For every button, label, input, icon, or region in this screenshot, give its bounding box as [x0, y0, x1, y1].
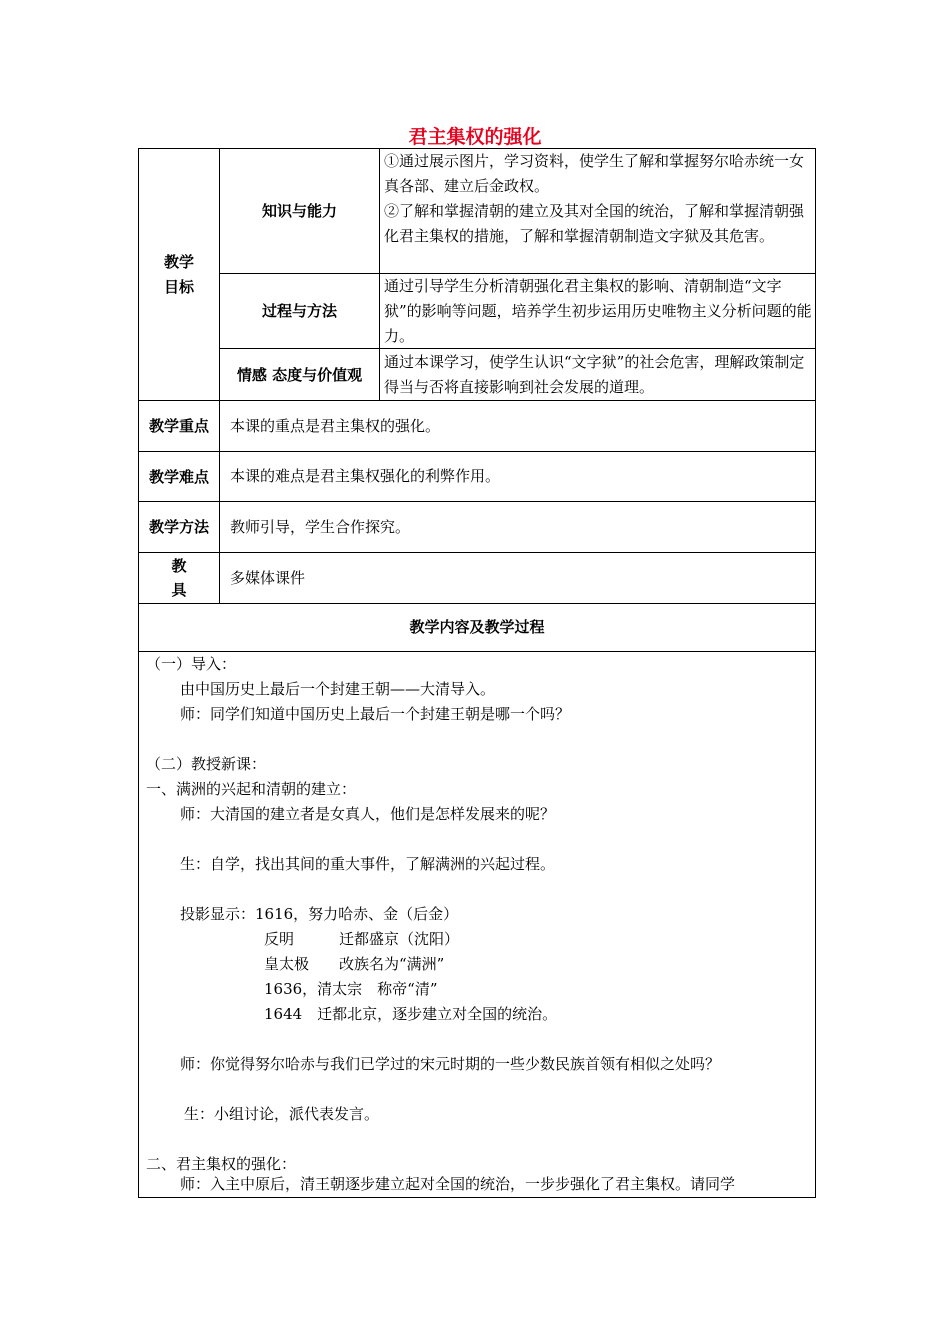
teaching-method-text: 教师引导，学生合作探究。: [230, 518, 411, 536]
teaching-method-label: 教学方法: [148, 518, 209, 536]
text-line: 由中国历史上最后一个封建王朝——大清导入。: [180, 680, 496, 698]
teaching-aids-text: 多媒体课件: [230, 569, 306, 587]
text-line: 投影显示：1616，努力哈赤、金（后金）: [180, 905, 459, 923]
text-line: 反明 迁都盛京（沈阳）: [264, 930, 460, 948]
text-line: 一、满洲的兴起和清朝的建立：: [146, 780, 357, 798]
key-points-label: 教学重点: [148, 417, 209, 435]
goal-method-label: 过程与方法: [261, 301, 337, 320]
text-line: 1636，清太宗 称帝“清”: [264, 980, 438, 998]
table-border-right: [815, 148, 816, 1198]
table-border-bottom: [138, 1197, 816, 1198]
process-heading: 教学内容及教学过程: [409, 618, 545, 636]
goal-attitude-text: 通过本课学习，使学生认识“文字狱”的社会危害，理解政策制定得当与否将直接影响到社会发展的道理。: [384, 353, 805, 396]
text-line: （一）导入：: [146, 655, 237, 673]
goal-knowledge-text: ①通过展示图片，学习资料，使学生了解和掌握努尔哈赤统一女真各部、建立后金政权。 ②了解和掌握清朝的建立及其对全国的统治，了解和掌握清朝强化君主集权的措施，了解和掌握清朝制造文字狱及其危害。: [384, 152, 805, 245]
text-line: 1644 迁都北京，逐步建立对全国的统治。: [264, 1005, 558, 1023]
teaching-aids-label: 教 具: [171, 557, 187, 599]
text-line: （二）教授新课：: [146, 755, 267, 773]
text-line: 师：同学们知道中国历史上最后一个封建王朝是哪一个吗？: [180, 705, 571, 723]
text-line: 师：大清国的建立者是女真人，他们是怎样发展来的呢？: [180, 805, 556, 823]
row-divider: [138, 651, 816, 652]
goals-label: 教学 目标: [163, 252, 194, 296]
key-points-text: 本课的重点是君主集权的强化。: [230, 417, 441, 435]
text-line: 二、君主集权的强化：: [146, 1155, 297, 1173]
text-line: 生：小组讨论，派代表发言。: [184, 1105, 380, 1123]
col-divider-2: [379, 148, 380, 400]
goal-knowledge-label: 知识与能力: [261, 201, 337, 220]
difficult-points-label: 教学难点: [148, 467, 209, 486]
text-line: 生：自学，找出其间的重大事件，了解满洲的兴起过程。: [180, 855, 556, 873]
text-line: 师：入主中原后，清王朝逐步建立起对全国的统治，一步步强化了君主集权。请同学: [180, 1175, 736, 1193]
text-line: 皇太极 改族名为“满洲”: [264, 955, 445, 973]
goal-attitude-label: 情感 态度与价值观: [236, 365, 363, 384]
page-title: 君主集权的强化: [408, 126, 542, 148]
text-line: 师：你觉得努尔哈赤与我们已学过的宋元时期的一些少数民族首领有相似之处吗？: [180, 1055, 721, 1073]
goal-method-text: 通过引导学生分析清朝强化君主集权的影响、清朝制造“文字狱”的影响等问题，培养学生初步运用历史唯物主义分析问题的能力。: [384, 277, 812, 345]
difficult-points-text: 本课的难点是君主集权强化的利弊作用。: [230, 467, 501, 485]
